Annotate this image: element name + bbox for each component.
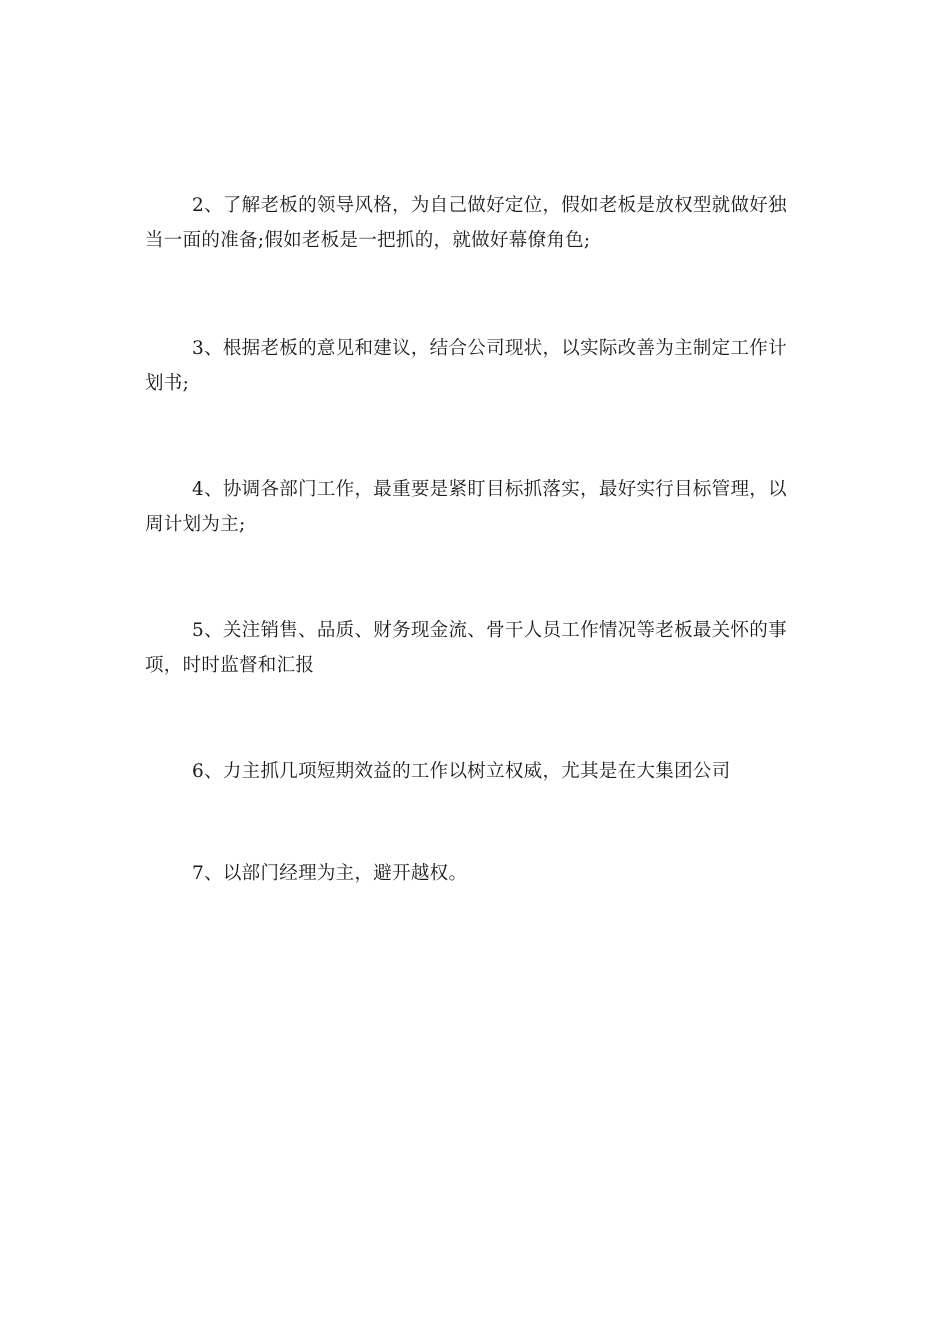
paragraph-item-3: 3、根据老板的意见和建议，结合公司现状，以实际改善为主制定工作计划书; (145, 338, 787, 394)
paragraph-item-6: 6、力主抓几项短期效益的工作以树立权威，尤其是在大集团公司 (192, 761, 731, 782)
paragraph-item-7: 7、以部门经理为主，避开越权。 (192, 863, 468, 884)
paragraph-item-2: 2、了解老板的领导风格，为自己做好定位，假如老板是放权型就做好独当一面的准备;假如老板是一把抓的，就做好幕僚角色; (145, 195, 787, 251)
paragraph-item-5: 5、关注销售、品质、财务现金流、骨干人员工作情况等老板最关怀的事项，时时监督和汇报 (145, 620, 787, 676)
paragraph-item-4: 4、协调各部门工作，最重要是紧盯目标抓落实，最好实行目标管理，以周计划为主; (145, 479, 787, 535)
